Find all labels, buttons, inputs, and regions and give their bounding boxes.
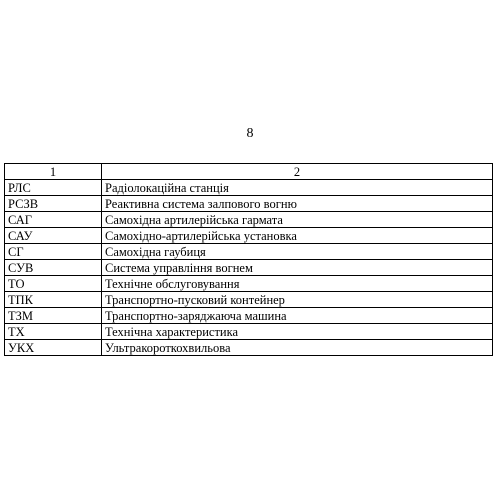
meaning-cell: Технічне обслуговування	[102, 276, 493, 292]
abbreviation-cell: РСЗВ	[5, 196, 102, 212]
table-row	[5, 276, 493, 292]
abbreviation-cell: САГ	[5, 212, 102, 228]
table-row	[5, 324, 493, 340]
abbreviation-cell: ТХ	[5, 324, 102, 340]
meaning-cell: Транспортно-заряджаюча машина	[102, 308, 493, 324]
meaning-cell: Технічна характеристика	[102, 324, 493, 340]
meaning-cell: Ультракороткохвильова	[102, 340, 493, 356]
meaning-cell: Транспортно-пусковий контейнер	[102, 292, 493, 308]
meaning-cell: Система управління вогнем	[102, 260, 493, 276]
table-row	[5, 260, 493, 276]
abbreviation-cell: УКХ	[5, 340, 102, 356]
abbreviation-cell: САУ	[5, 228, 102, 244]
table-row	[5, 244, 493, 260]
column-header-1: 1	[5, 164, 102, 180]
abbreviation-cell: СУВ	[5, 260, 102, 276]
table-row	[5, 308, 493, 324]
table-row	[5, 212, 493, 228]
page-number: 8	[246, 126, 254, 141]
table-row	[5, 196, 493, 212]
abbreviation-cell: РЛС	[5, 180, 102, 196]
table-header-row	[5, 164, 493, 180]
abbreviation-cell: ТПК	[5, 292, 102, 308]
meaning-cell: Самохідно-артилерійська установка	[102, 228, 493, 244]
meaning-cell: Самохідна гаубиця	[102, 244, 493, 260]
table-row	[5, 340, 493, 356]
column-header-2: 2	[102, 164, 493, 180]
abbreviation-cell: ТО	[5, 276, 102, 292]
abbreviation-cell: ТЗМ	[5, 308, 102, 324]
table-row	[5, 292, 493, 308]
table-row	[5, 180, 493, 196]
meaning-cell: Реактивна система залпового вогню	[102, 196, 493, 212]
meaning-cell: Радіолокаційна станція	[102, 180, 493, 196]
abbreviation-cell: СГ	[5, 244, 102, 260]
table-row	[5, 228, 493, 244]
abbreviations-table	[4, 163, 493, 356]
meaning-cell: Самохідна артилерійська гармата	[102, 212, 493, 228]
